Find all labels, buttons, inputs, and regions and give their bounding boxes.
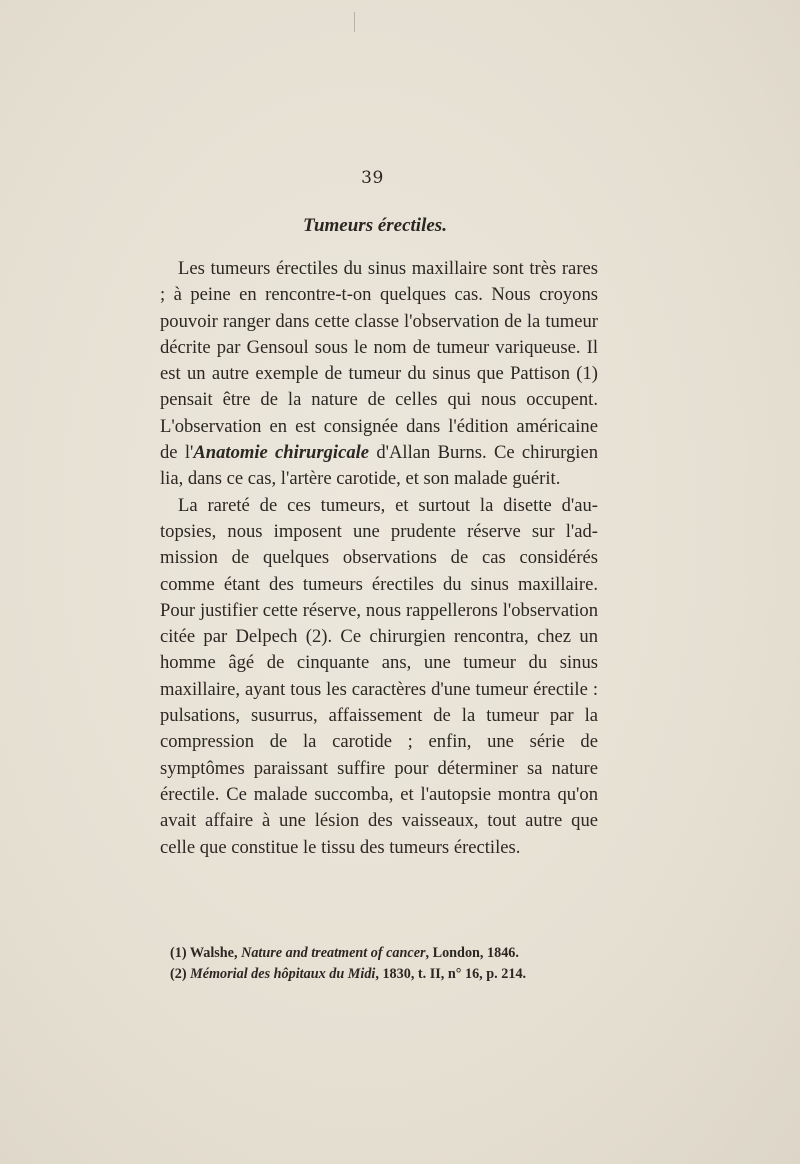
footnote-1-num: (1) Walshe, xyxy=(170,945,242,961)
footnote-2-rest: , 1830, t. II, n° 16, p. 214. xyxy=(375,966,527,982)
binding-mark xyxy=(354,12,355,32)
paragraph-1-text-a: Les tumeurs érectiles du sinus maxillaire sont très rares ; à peine en rencontre-t-on quelques cas. Nous croyons pouvoir ranger dans cette classe l'observation de la tumeur décrite par Gensoul sous le nom de tumeur variqueuse. Il est un autre exemple de tumeur du sinus que Pattison (1) pensait être de la nature de celles qui nous occupent. L'observation en est consignée dans l'édition américaine de l' xyxy=(160,258,598,464)
footnote-2-title: Mémorial des hôpitaux du Midi xyxy=(190,966,376,982)
footnote-1-rest: , London, 1846. xyxy=(425,945,519,961)
paragraph-1 xyxy=(160,256,598,493)
footnotes xyxy=(170,943,610,985)
body-text xyxy=(160,256,598,861)
footnote-2 xyxy=(170,964,610,985)
paragraph-1-text-b: d'Allan Burns. Ce chirurgien lia, dans ce cas, l'artère carotide, et son malade guérit. xyxy=(160,442,598,490)
section-title: Tumeurs érectiles. xyxy=(303,215,447,236)
book-title-italic: Anatomie chirurgicale xyxy=(193,442,370,464)
footnote-2-num: (2) xyxy=(170,966,191,982)
page-number: 39 xyxy=(361,168,384,188)
footnote-1-title: Nature and treatment of cancer xyxy=(241,945,426,961)
footnote-1 xyxy=(170,943,610,964)
paragraph-2: La rareté de ces tumeurs, et surtout la disette d'autopsies, nous imposent une prudente réserve sur l'admission de quelques observations de cas considérés comme étant des tumeurs érectiles du sinus maxillaire. Pour justifier cette réserve, nous rappellerons l'observation citée par Delpech (2). Ce chirurgien rencontra, chez un homme âgé de cinquante ans, une tumeur du sinus maxillaire, ayant tous les caractères d'une tumeur érectile : pulsations, susurrus, affaissement de la tumeur par la compression de la carotide ; enfin, une série de symptômes paraissant suffire pour déterminer sa nature érectile. Ce malade succomba, et l'autopsie montra qu'on avait affaire à une lésion des vaisseaux, tout autre que celle que constitue le tissu des tumeurs érectiles. xyxy=(160,494,598,858)
